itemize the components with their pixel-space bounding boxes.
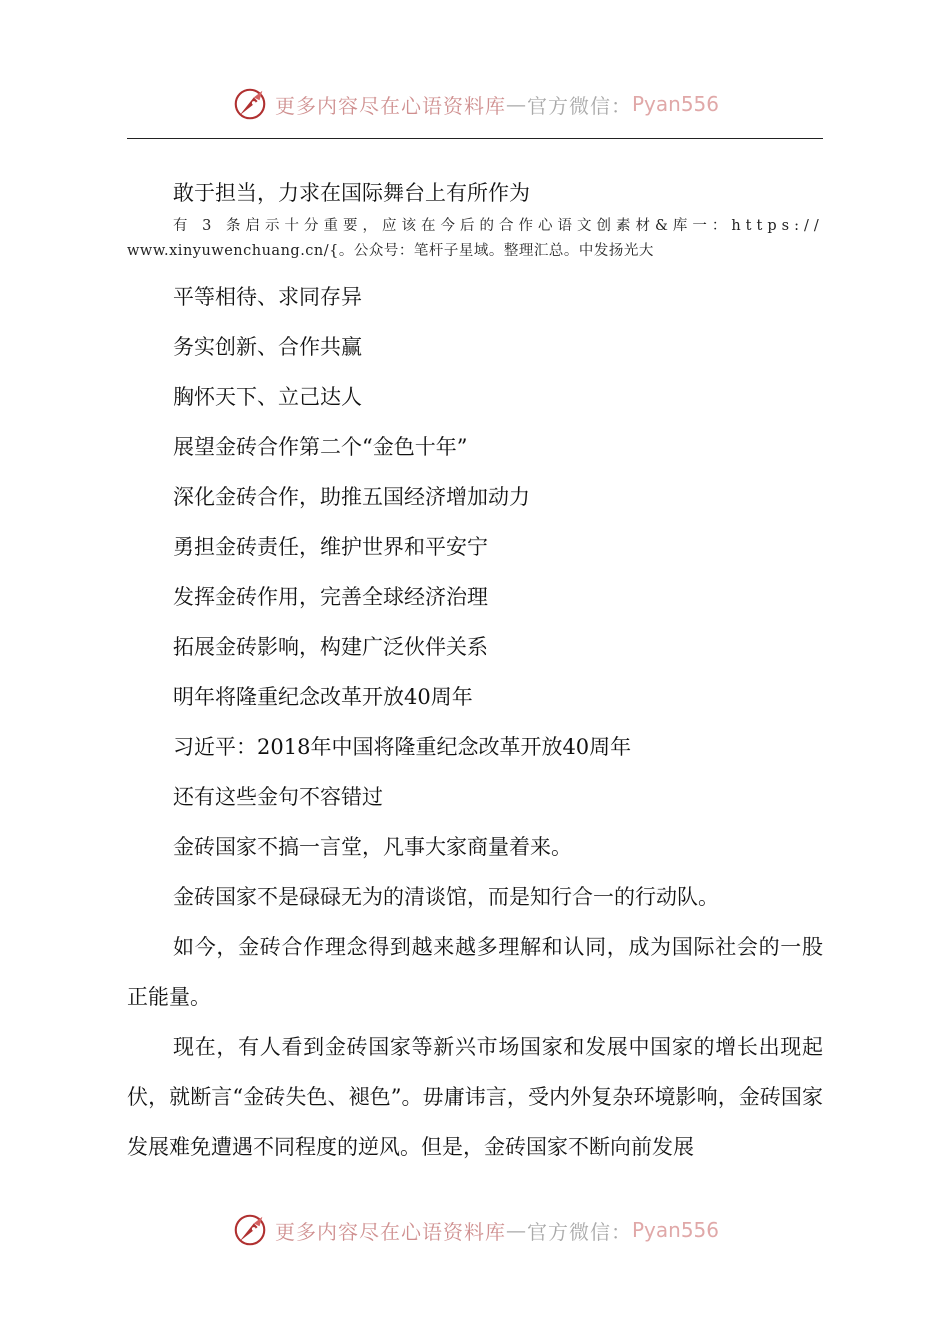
banner-main-text: 更多内容尽在心语资料库 — [274, 93, 506, 118]
source-note — [127, 214, 823, 264]
banner-separator: — — [505, 1218, 527, 1242]
footer-banner — [0, 1210, 950, 1250]
text-line: 拓展金砖影响，构建广泛伙伴关系 — [173, 635, 488, 659]
text-line: 明年将隆重纪念改革开放40周年 — [173, 685, 473, 709]
text-line: 发挥金砖作用，完善全球经济治理 — [173, 585, 488, 609]
text-line: 还有这些金句不容错过 — [173, 785, 383, 809]
paragraph: 如今，金砖合作理念得到越来越多理解和认同，成为国际社会的一股正能量。 — [127, 935, 823, 1009]
text-line: 务实创新、合作共赢 — [173, 335, 362, 359]
banner-wechat-id: Pyan556 — [631, 92, 719, 116]
section-heading: 敢于担当，力求在国际舞台上有所作为 — [173, 181, 530, 205]
banner-main-text: 更多内容尽在心语资料库 — [274, 1219, 506, 1244]
text-line: 习近平：2018年中国将隆重纪念改革开放40周年 — [173, 735, 632, 759]
pen-nib-logo-icon — [231, 85, 269, 123]
pen-nib-logo-icon — [231, 1211, 269, 1249]
text-line: 金砖国家不搞一言堂，凡事大家商量着来。 — [173, 835, 572, 859]
text-line: 平等相待、求同存异 — [173, 285, 362, 309]
text-line: 胸怀天下、立己达人 — [173, 385, 362, 409]
text-line: 展望金砖合作第二个“金色十年” — [173, 435, 468, 459]
header-divider — [127, 138, 823, 139]
header-banner — [0, 84, 950, 124]
source-note-line-1: 有 3 条启示十分重要，应该在今后的合作心语文创素材&库一：https:// — [173, 218, 824, 234]
banner-label: 官方微信： — [526, 93, 632, 118]
banner-label: 官方微信： — [526, 1219, 632, 1244]
paragraph: 现在，有人看到金砖国家等新兴市场国家和发展中国家的增长出现起伏，就断言“金砖失色、褪色”。毋庸讳言，受内外复杂环境影响，金砖国家发展难免遭遇不同程度的逆风。但是，金砖国家不断向前发展 — [127, 1035, 823, 1159]
banner-wechat-id: Pyan556 — [631, 1218, 719, 1242]
source-note-line-2: www.xinyuwenchuang.cn/{。公众号：笔杆子星域。整理汇总。中发扬光大 — [127, 243, 654, 259]
text-line: 深化金砖合作，助推五国经济增加动力 — [173, 485, 530, 509]
banner-separator: — — [505, 92, 527, 116]
document-body — [127, 172, 823, 1172]
text-line: 勇担金砖责任，维护世界和平安宁 — [173, 535, 488, 559]
text-line: 金砖国家不是碌碌无为的清谈馆，而是知行合一的行动队。 — [173, 885, 719, 909]
